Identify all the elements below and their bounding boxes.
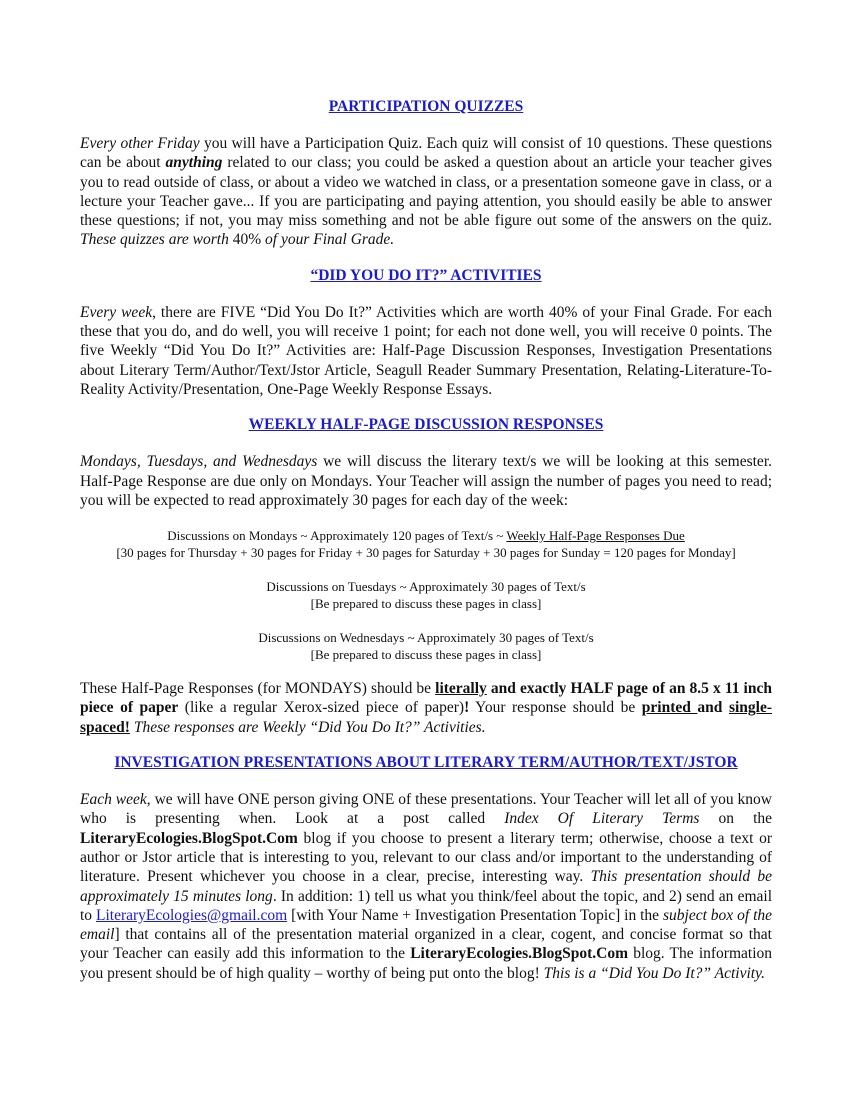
body-text: related to our class; you could be asked a question about an article your teacher gives you to read outside of class, or about a video we watched in class, or a presentation someone gave in class, or a lecture your Teacher gave... If you are participating and paying attention, you should easily be able to answer these questions; if not, you may miss something and not be able figure out some of the answers on the quiz.	[80, 154, 772, 230]
schedule-text: Discussions on Wednesdays ~ Approximately 30 pages of Text/s	[258, 630, 594, 646]
emphasis-text: of your Final Grade.	[261, 231, 395, 249]
email-link[interactable]: LiteraryEcologies@gmail.com	[95, 906, 288, 924]
body-text: ] that contains all of the presentation material organized in a clear, cogent, and concise format so that your Teacher can easily add this information to the	[80, 926, 772, 963]
blog-name: LiteraryEcologies.BlogSpot.Com	[410, 945, 629, 963]
emphasis-text: !	[464, 699, 470, 717]
emphasis-single-spaced: single-spaced!	[80, 699, 772, 736]
body-text: These Half-Page Responses (for MONDAYS) should be	[80, 680, 436, 698]
emphasis-literally: literally	[435, 680, 487, 698]
document-page	[80, 96, 772, 983]
emphasis-text: Mondays, Tuesdays, and Wednesdays	[80, 453, 318, 471]
emphasis-anything: anything	[165, 154, 223, 172]
body-text: blog. The information you present should be of high quality – worthy of being put onto the blog!	[80, 945, 772, 982]
body-text: (like a regular Xerox-sized piece of paper)	[178, 699, 465, 717]
body-text: Your response should be	[469, 699, 642, 717]
schedule-detail: [30 pages for Thursday + 30 pages for Friday + 30 pages for Saturday + 30 pages for Sunday = 120 pages for Monday]	[116, 545, 736, 561]
body-text: we will discuss the literary text/s we will be looking at this semester. Half-Page Response are due only on Mondays. Your Teacher will assign the number of pages you need to read; you will be expected to read approximately 30 pages for each day of the week:	[80, 453, 772, 509]
emphasis-text: Each week	[80, 791, 147, 809]
body-text: , there are FIVE “Did You Do It?” Activities which are worth 40% of your Final Grade. For each these that you do, and do well, you will receive 1 point; for each not done well, you will receive 0 points. The five Weekly “Did You Do It?” Activities are: Half-Page Discussion Responses, Investigation Presentations about Literary Term/Author/Text/Jstor Article, Seagull Reader Summary Presentation, Relating-Literature-To-Reality Activity/Presentation, One-Page Weekly Response Essays.	[80, 303, 772, 398]
emphasis-index-title: Index Of Literary Terms	[504, 810, 700, 828]
schedule-detail: [Be prepared to discuss these pages in class]	[310, 596, 542, 612]
emphasis-text: This is a “Did You Do It?” Activity.	[543, 964, 766, 982]
emphasis-text: Every other Friday	[80, 135, 200, 152]
emphasis-text: These quizzes are worth	[80, 231, 229, 249]
schedule-detail: [Be prepared to discuss these pages in class]	[310, 647, 542, 663]
emphasis-printed: printed	[641, 699, 698, 717]
paragraph-half-page-responses	[80, 679, 772, 737]
paragraph-weekly-half-page	[80, 452, 772, 510]
percent-text: 40%	[228, 231, 262, 249]
body-text: on the	[699, 810, 773, 828]
responses-due-text: Weekly Half-Page Responses Due	[506, 528, 685, 544]
heading-participation-quizzes: PARTICIPATION QUIZZES	[328, 98, 524, 115]
schedule-text: Discussions on Mondays ~ Approximately 120 pages of Text/s ~	[167, 528, 507, 544]
schedule-text: Discussions on Tuesdays ~ Approximately 30 pages of Text/s	[266, 579, 586, 595]
paragraph-did-you-do-it	[80, 303, 772, 399]
emphasis-text: This presentation should be approximately 15 minutes long	[80, 868, 772, 905]
body-text: you will have a Participation Quiz. Each quiz will consist of 10 questions. These questions can be about	[80, 135, 773, 172]
emphasis-text: and exactly HALF page of an 8.5 x 11 inch piece of paper	[80, 680, 772, 717]
body-text: . In addition: 1) tell us what you think/feel about the topic, and 2) send an email to	[80, 887, 772, 924]
heading-did-you-do-it: “DID YOU DO IT?” ACTIVITIES	[310, 266, 542, 284]
schedule-mondays	[80, 527, 772, 561]
paragraph-participation-quizzes	[80, 134, 772, 250]
blog-name: LiteraryEcologies.BlogSpot.Com	[80, 829, 298, 847]
body-text: , we will have ONE person giving ONE of these presentations. Your Teacher will let all of you know who is presenting when. Look at a post called	[80, 791, 772, 828]
schedule-tuesdays	[80, 578, 772, 612]
emphasis-text: Every week	[80, 303, 153, 321]
emphasis-text: subject box of the email	[80, 906, 772, 944]
body-text: blog if you choose to present a literary term; otherwise, choose a text or author or Jstor article that is interesting to you, relevant to our class and/or important to the understanding of literature. Present whichever you choose in a clear, precise, interesting way.	[80, 829, 772, 886]
heading-investigation-presentations: INVESTIGATION PRESENTATIONS ABOUT LITERARY TERM/AUTHOR/TEXT/JSTOR	[114, 754, 738, 772]
emphasis-text: These responses are Weekly “Did You Do It?” Activities.	[129, 718, 486, 736]
paragraph-investigation-presentations	[80, 790, 772, 983]
emphasis-text: and	[697, 699, 729, 717]
schedule-wednesdays	[80, 629, 772, 663]
body-text: [with Your Name + Investigation Presentation Topic] in the	[287, 906, 663, 924]
heading-weekly-half-page: WEEKLY HALF-PAGE DISCUSSION RESPONSES	[248, 416, 604, 434]
